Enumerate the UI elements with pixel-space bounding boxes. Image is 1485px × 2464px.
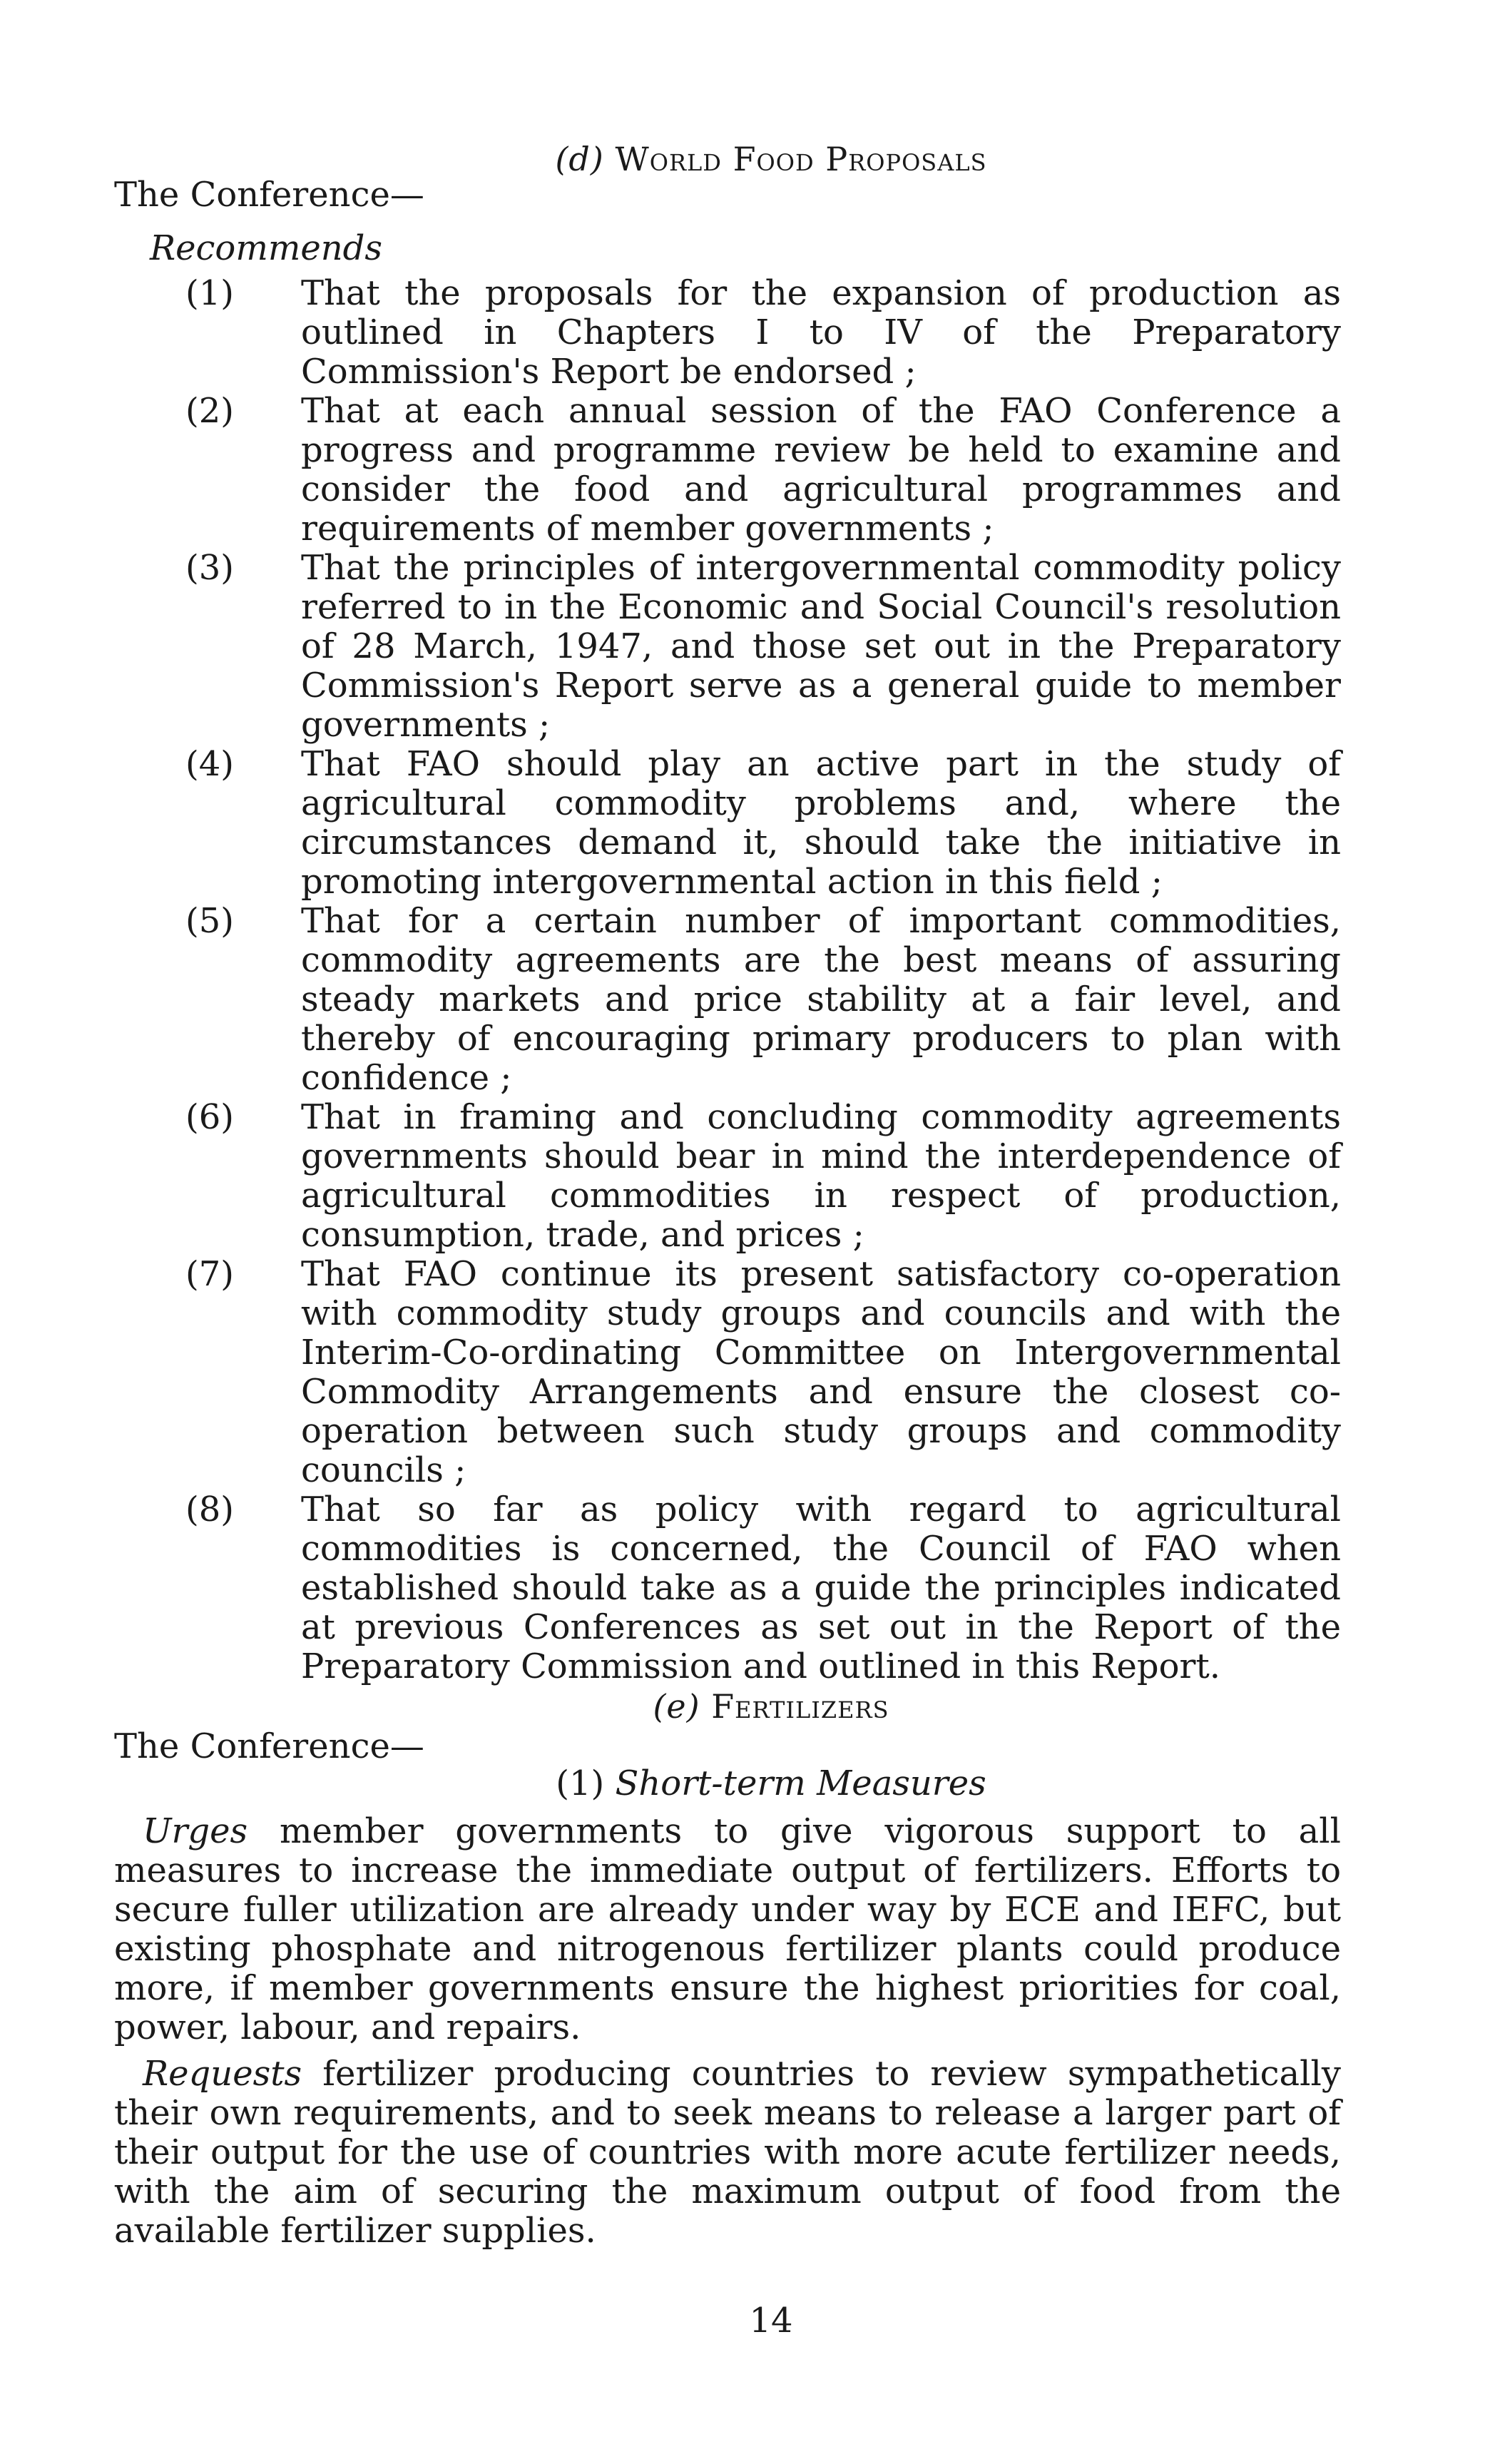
recommendation-number: (1) <box>185 273 234 313</box>
section-d-heading <box>0 139 1485 179</box>
recommendation-text: That so far as policy with regard to agricultural commodities is concerned, the Council of FAO when established should take as a guide the principles indicated at previous Conferences as set out in the Report of the Preparatory Commission and outlined in this Report. <box>301 1490 1341 1686</box>
recommendation-item <box>185 745 1341 902</box>
subsection-number: (1) <box>556 1763 605 1803</box>
section-e-heading <box>0 1686 1485 1726</box>
recommendation-item <box>185 902 1341 1098</box>
page-number: 14 <box>749 2301 793 2341</box>
recommendation-item <box>185 1490 1341 1686</box>
recommendation-number: (8) <box>185 1490 234 1529</box>
subsection-title: Short-term Measures <box>615 1763 986 1803</box>
recommendation-number: (4) <box>185 744 234 784</box>
recommendation-list <box>185 274 1341 1686</box>
requests-paragraph <box>114 2055 1341 2251</box>
section-d-preamble: The Conference— <box>114 175 424 215</box>
urges-lead: Urges <box>143 1811 248 1851</box>
recommendation-item <box>185 274 1341 392</box>
recommendation-number: (6) <box>185 1097 234 1137</box>
section-e-preamble: The Conference— <box>114 1726 424 1766</box>
recommendation-number: (5) <box>185 901 234 941</box>
subsection-heading <box>0 1763 1485 1803</box>
recommendation-item <box>185 392 1341 549</box>
recommendation-text: That FAO continue its present satisfactory co-operation with commodity study groups and councils and with the Interim-Co-ordinating Committee on Intergovernmental Commodity Arrangements and ensure the closest co-operation between such study groups and commodity councils ; <box>301 1254 1341 1490</box>
recommendation-number: (3) <box>185 548 234 588</box>
recommendation-text: That FAO should play an active part in the study of agricultural commodity problems and, where the circumstances demand it, should take the initiative in promoting intergovernmental action in this field ; <box>301 744 1341 902</box>
section-e-title: Fertilizers <box>711 1687 889 1726</box>
requests-text: fertilizer producing countries to review sympathetically their own requirements, and to seek means to release a larger part of their output for the use of countries with more acute fertilizer needs, with the aim of securing the maximum output of food from the available fertilizer supplies. <box>114 2054 1341 2251</box>
urges-text: member governments to give vigorous support to all measures to increase the immediate output of fertilizers. Efforts to secure fuller utilization are already under way by ECE and IEFC, but existing phosphate and nitrogenous fertilizer plants could produce more, if member governments ensure the highest priorities for coal, power, labour, and repairs. <box>114 1811 1341 2047</box>
recommendation-text: That in framing and concluding commodity agreements governments should bear in mind the interdependence of agricultural commodities in respect of production, consumption, trade, and prices ; <box>301 1097 1341 1255</box>
urges-paragraph <box>114 1812 1341 2047</box>
requests-lead: Requests <box>143 2054 302 2094</box>
recommendation-text: That at each annual session of the FAO Conference a progress and programme review be held to examine and consider the food and agricultural programmes and requirements of member governments ; <box>301 391 1341 549</box>
section-e-label: (e) <box>653 1687 700 1726</box>
recommendation-item <box>185 1098 1341 1255</box>
recommendation-text: That the proposals for the expansion of production as outlined in Chapters I to IV of the Preparatory Commission's Report be endorsed ; <box>301 273 1341 392</box>
recommendation-number: (2) <box>185 391 234 431</box>
recommendation-item <box>185 549 1341 745</box>
recommendation-text: That the principles of intergovernmental commodity policy referred to in the Economic and Social Council's resolution of 28 March, 1947, and those set out in the Preparatory Commission's Report serve as a general guide to member governments ; <box>301 548 1341 745</box>
section-d-label: (d) <box>555 140 604 178</box>
section-d-verb: Recommends <box>150 228 383 268</box>
section-d-title: World Food Proposals <box>615 140 987 178</box>
recommendation-number: (7) <box>185 1254 234 1294</box>
recommendation-text: That for a certain number of important commodities, commodity agreements are the best means of assuring steady markets and price stability at a fair level, and thereby of encouraging primary producers to plan with confidence ; <box>301 901 1341 1098</box>
recommendation-item <box>185 1255 1341 1490</box>
